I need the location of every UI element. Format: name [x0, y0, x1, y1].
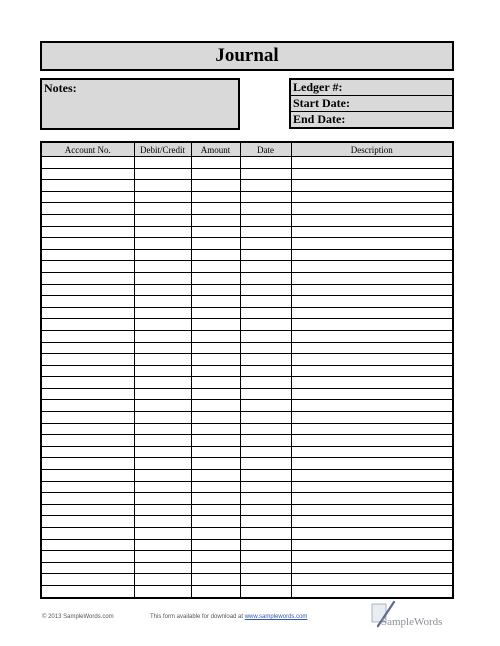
table-cell[interactable] [191, 516, 240, 528]
table-cell[interactable] [41, 539, 134, 551]
table-cell[interactable] [191, 168, 240, 180]
table-cell[interactable] [134, 481, 191, 493]
table-cell[interactable] [240, 504, 291, 516]
table-cell[interactable] [134, 180, 191, 192]
column-header-amount: Amount [191, 142, 240, 157]
table-cell[interactable] [291, 435, 453, 447]
table-cell[interactable] [291, 342, 453, 354]
table-cell[interactable] [134, 249, 191, 261]
table-cell[interactable] [191, 562, 240, 574]
ledger-info-box [289, 78, 454, 129]
table-cell[interactable] [134, 562, 191, 574]
table-cell[interactable] [191, 435, 240, 447]
table-row [41, 470, 453, 482]
table-cell[interactable] [134, 307, 191, 319]
table-row [41, 249, 453, 261]
table-cell[interactable] [240, 354, 291, 366]
table-cell[interactable] [291, 157, 453, 169]
table-cell[interactable] [240, 272, 291, 284]
table-row [41, 423, 453, 435]
table-cell[interactable] [240, 330, 291, 342]
table-cell[interactable] [291, 539, 453, 551]
table-cell[interactable] [291, 249, 453, 261]
table-cell[interactable] [134, 585, 191, 598]
table-cell[interactable] [191, 365, 240, 377]
table-cell[interactable] [134, 365, 191, 377]
page-title: Journal [215, 45, 279, 66]
table-cell[interactable] [291, 319, 453, 331]
table-cell[interactable] [191, 180, 240, 192]
table-cell[interactable] [291, 574, 453, 586]
table-cell[interactable] [41, 481, 134, 493]
table-cell[interactable] [291, 562, 453, 574]
table-cell[interactable] [240, 180, 291, 192]
table-cell[interactable] [240, 435, 291, 447]
table-row [41, 388, 453, 400]
table-cell[interactable] [41, 458, 134, 470]
table-row [41, 330, 453, 342]
table-cell[interactable] [134, 214, 191, 226]
table-cell[interactable] [291, 493, 453, 505]
table-cell[interactable] [41, 562, 134, 574]
table-row [41, 365, 453, 377]
table-cell[interactable] [240, 342, 291, 354]
table-cell[interactable] [291, 423, 453, 435]
table-cell[interactable] [134, 157, 191, 169]
table-cell[interactable] [291, 191, 453, 203]
table-cell[interactable] [41, 585, 134, 598]
table-cell[interactable] [41, 574, 134, 586]
table-cell[interactable] [134, 539, 191, 551]
table-cell[interactable] [41, 528, 134, 540]
table-cell[interactable] [240, 585, 291, 598]
table-cell[interactable] [291, 307, 453, 319]
table-cell[interactable] [134, 412, 191, 424]
table-header-row [41, 142, 453, 157]
table-cell[interactable] [134, 458, 191, 470]
table-row [41, 528, 453, 540]
table-row [41, 412, 453, 424]
table-cell[interactable] [41, 249, 134, 261]
table-cell[interactable] [191, 504, 240, 516]
footer-copyright: © 2013 SampleWords.com [42, 614, 114, 620]
table-cell[interactable] [291, 238, 453, 250]
table-cell[interactable] [134, 551, 191, 563]
table-cell[interactable] [291, 226, 453, 238]
column-header-debit-credit: Debit/Credit [134, 142, 191, 157]
table-cell[interactable] [291, 365, 453, 377]
notes-box[interactable] [40, 78, 240, 130]
table-cell[interactable] [41, 388, 134, 400]
table-cell[interactable] [240, 261, 291, 273]
table-cell[interactable] [291, 458, 453, 470]
table-cell[interactable] [240, 493, 291, 505]
end-date-label: End Date: [293, 112, 346, 126]
table-cell[interactable] [291, 330, 453, 342]
samplewords-logo [370, 600, 460, 636]
table-row [41, 574, 453, 586]
table-cell[interactable] [191, 157, 240, 169]
table-cell[interactable] [134, 203, 191, 215]
table-cell[interactable] [191, 296, 240, 308]
table-cell[interactable] [191, 191, 240, 203]
table-cell[interactable] [134, 435, 191, 447]
journal-title-box [40, 41, 454, 71]
table-cell[interactable] [41, 412, 134, 424]
table-row [41, 354, 453, 366]
table-cell[interactable] [291, 516, 453, 528]
table-cell[interactable] [240, 157, 291, 169]
table-cell[interactable] [240, 388, 291, 400]
table-row [41, 551, 453, 563]
table-row [41, 214, 453, 226]
footer-link[interactable]: www.samplewords.com [244, 614, 308, 620]
table-cell[interactable] [134, 504, 191, 516]
table-cell[interactable] [240, 296, 291, 308]
table-cell[interactable] [191, 342, 240, 354]
table-cell[interactable] [41, 423, 134, 435]
table-cell[interactable] [41, 330, 134, 342]
start-date-field[interactable] [291, 96, 452, 112]
table-cell[interactable] [191, 539, 240, 551]
table-cell[interactable] [291, 400, 453, 412]
table-cell[interactable] [41, 342, 134, 354]
journal-table [40, 141, 454, 599]
table-cell[interactable] [240, 412, 291, 424]
table-row [41, 400, 453, 412]
table-row [41, 562, 453, 574]
table-row [41, 458, 453, 470]
table-cell[interactable] [134, 493, 191, 505]
table-cell[interactable] [291, 377, 453, 389]
table-cell[interactable] [41, 551, 134, 563]
table-cell[interactable] [41, 296, 134, 308]
table-cell[interactable] [134, 272, 191, 284]
table-cell[interactable] [191, 446, 240, 458]
table-cell[interactable] [41, 470, 134, 482]
table-row [41, 481, 453, 493]
table-row [41, 504, 453, 516]
table-cell[interactable] [41, 261, 134, 273]
table-cell[interactable] [191, 551, 240, 563]
table-cell[interactable] [41, 400, 134, 412]
table-cell[interactable] [191, 528, 240, 540]
table-cell[interactable] [240, 528, 291, 540]
table-cell[interactable] [134, 574, 191, 586]
table-cell[interactable] [134, 319, 191, 331]
table-cell[interactable] [191, 203, 240, 215]
table-cell[interactable] [191, 423, 240, 435]
table-cell[interactable] [41, 504, 134, 516]
table-cell[interactable] [240, 481, 291, 493]
table-row [41, 319, 453, 331]
table-cell[interactable] [291, 388, 453, 400]
table-cell[interactable] [41, 226, 134, 238]
table-cell[interactable] [41, 493, 134, 505]
table-cell[interactable] [240, 168, 291, 180]
table-cell[interactable] [240, 539, 291, 551]
table-row [41, 238, 453, 250]
table-cell[interactable] [240, 203, 291, 215]
table-row [41, 516, 453, 528]
table-cell[interactable] [134, 377, 191, 389]
journal-table-body [41, 157, 453, 599]
table-cell[interactable] [41, 180, 134, 192]
table-cell[interactable] [291, 446, 453, 458]
table-cell[interactable] [41, 377, 134, 389]
table-cell[interactable] [134, 446, 191, 458]
table-cell[interactable] [191, 400, 240, 412]
column-header-account-no: Account No. [41, 142, 134, 157]
table-cell[interactable] [191, 307, 240, 319]
table-cell[interactable] [41, 191, 134, 203]
table-cell[interactable] [291, 354, 453, 366]
table-cell[interactable] [134, 296, 191, 308]
table-row [41, 493, 453, 505]
table-row [41, 180, 453, 192]
table-cell[interactable] [41, 168, 134, 180]
table-cell[interactable] [41, 319, 134, 331]
table-cell[interactable] [41, 238, 134, 250]
table-cell[interactable] [240, 446, 291, 458]
table-cell[interactable] [191, 493, 240, 505]
table-cell[interactable] [240, 470, 291, 482]
table-cell[interactable] [191, 481, 240, 493]
table-cell[interactable] [134, 516, 191, 528]
table-cell[interactable] [134, 191, 191, 203]
table-cell[interactable] [41, 446, 134, 458]
table-row [41, 261, 453, 273]
table-cell[interactable] [191, 319, 240, 331]
table-row [41, 446, 453, 458]
table-cell[interactable] [41, 214, 134, 226]
table-cell[interactable] [134, 342, 191, 354]
table-cell[interactable] [191, 574, 240, 586]
table-cell[interactable] [291, 272, 453, 284]
table-cell[interactable] [134, 354, 191, 366]
table-cell[interactable] [240, 400, 291, 412]
table-cell[interactable] [41, 203, 134, 215]
table-cell[interactable] [240, 516, 291, 528]
table-cell[interactable] [240, 238, 291, 250]
table-cell[interactable] [134, 238, 191, 250]
table-cell[interactable] [41, 435, 134, 447]
table-cell[interactable] [240, 226, 291, 238]
table-cell[interactable] [191, 284, 240, 296]
column-header-description: Description [291, 142, 453, 157]
notes-label: Notes: [44, 81, 77, 95]
table-cell[interactable] [191, 214, 240, 226]
table-row [41, 226, 453, 238]
table-cell[interactable] [291, 214, 453, 226]
table-cell[interactable] [291, 412, 453, 424]
table-row [41, 191, 453, 203]
table-cell[interactable] [191, 330, 240, 342]
table-cell[interactable] [41, 516, 134, 528]
table-row [41, 585, 453, 598]
table-cell[interactable] [240, 551, 291, 563]
table-cell[interactable] [191, 249, 240, 261]
table-cell[interactable] [240, 377, 291, 389]
table-cell[interactable] [191, 458, 240, 470]
table-row [41, 157, 453, 169]
table-row [41, 203, 453, 215]
table-cell[interactable] [134, 423, 191, 435]
table-row [41, 272, 453, 284]
column-header-date: Date [240, 142, 291, 157]
table-cell[interactable] [41, 365, 134, 377]
table-cell[interactable] [291, 528, 453, 540]
table-cell[interactable] [191, 261, 240, 273]
table-cell[interactable] [191, 226, 240, 238]
table-cell[interactable] [134, 528, 191, 540]
table-cell[interactable] [191, 388, 240, 400]
table-cell[interactable] [134, 400, 191, 412]
ledger-number-field[interactable] [291, 80, 452, 96]
table-cell[interactable] [291, 261, 453, 273]
table-cell[interactable] [41, 307, 134, 319]
table-cell[interactable] [240, 574, 291, 586]
table-cell[interactable] [41, 284, 134, 296]
logo-text: SampleWords [381, 616, 443, 628]
table-row [41, 342, 453, 354]
table-row [41, 284, 453, 296]
end-date-field[interactable] [291, 112, 452, 128]
table-cell[interactable] [291, 504, 453, 516]
table-cell[interactable] [291, 203, 453, 215]
start-date-label: Start Date: [293, 96, 350, 110]
table-cell[interactable] [134, 168, 191, 180]
table-cell[interactable] [134, 470, 191, 482]
table-cell[interactable] [134, 261, 191, 273]
table-cell[interactable] [191, 585, 240, 598]
table-cell[interactable] [240, 191, 291, 203]
table-row [41, 296, 453, 308]
ledger-number-label: Ledger #: [293, 80, 343, 94]
table-cell[interactable] [240, 423, 291, 435]
table-row [41, 168, 453, 180]
table-cell[interactable] [240, 284, 291, 296]
table-cell[interactable] [291, 168, 453, 180]
table-row [41, 307, 453, 319]
table-cell[interactable] [134, 226, 191, 238]
table-cell[interactable] [191, 377, 240, 389]
footer-note-text: This form available for download at [150, 614, 244, 620]
table-cell[interactable] [240, 458, 291, 470]
table-cell[interactable] [291, 481, 453, 493]
table-row [41, 377, 453, 389]
table-cell[interactable] [291, 284, 453, 296]
table-cell[interactable] [134, 330, 191, 342]
table-cell[interactable] [41, 157, 134, 169]
table-cell[interactable] [134, 388, 191, 400]
table-row [41, 539, 453, 551]
footer-download-note [150, 614, 307, 620]
table-cell[interactable] [240, 319, 291, 331]
table-cell[interactable] [134, 284, 191, 296]
table-cell[interactable] [240, 307, 291, 319]
table-cell[interactable] [191, 470, 240, 482]
table-cell[interactable] [191, 412, 240, 424]
table-cell[interactable] [41, 272, 134, 284]
table-cell[interactable] [240, 365, 291, 377]
table-cell[interactable] [291, 585, 453, 598]
table-cell[interactable] [240, 562, 291, 574]
table-cell[interactable] [240, 214, 291, 226]
table-cell[interactable] [291, 180, 453, 192]
table-cell[interactable] [191, 238, 240, 250]
table-cell[interactable] [291, 551, 453, 563]
table-row [41, 435, 453, 447]
table-cell[interactable] [191, 272, 240, 284]
table-cell[interactable] [291, 470, 453, 482]
table-cell[interactable] [41, 354, 134, 366]
table-cell[interactable] [240, 249, 291, 261]
table-cell[interactable] [191, 354, 240, 366]
table-cell[interactable] [291, 296, 453, 308]
